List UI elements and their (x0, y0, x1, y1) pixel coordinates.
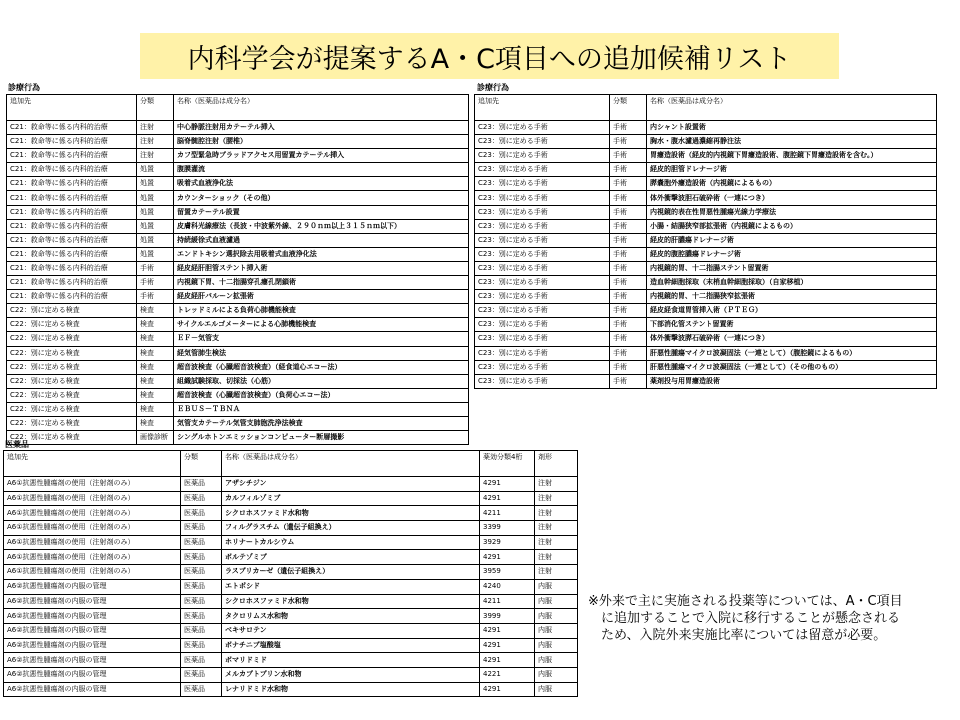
table-cell: カウンターショック（その他） (174, 191, 469, 205)
table-cell: 注射 (535, 550, 578, 565)
table-cell: A6①抗悪性腫瘍剤の使用（注射剤のみ） (4, 491, 181, 506)
table-row (7, 276, 469, 290)
caution-note (588, 593, 956, 644)
table-row (7, 149, 469, 163)
table-cell: 内視鏡下胃、十二指腸穿孔瘻孔閉鎖術 (174, 276, 469, 290)
table-cell: 検査 (137, 318, 174, 332)
column-header: 名称（医薬品は成分名） (222, 451, 480, 477)
table-cell: エンドトキシン選択除去用吸着式血液浄化法 (174, 247, 469, 261)
table-cell: 医薬品 (181, 535, 222, 550)
column-header: 名称（医薬品は成分名） (174, 95, 469, 121)
table-cell: 医薬品 (181, 506, 222, 521)
table-cell: 注射 (535, 535, 578, 550)
table-cell: C22：別に定める検査 (7, 402, 137, 416)
column-header: 名称（医薬品は成分名） (647, 95, 937, 121)
table-cell: 検査 (137, 360, 174, 374)
column-header: 薬効分類4桁 (480, 451, 535, 477)
table-cell: レナリドミド水和物 (222, 682, 480, 697)
table-cell: 手術 (610, 346, 647, 360)
right-procedure-table (474, 94, 937, 389)
table-row (475, 233, 937, 247)
table-cell: C21：救命等に係る内科的治療 (7, 276, 137, 290)
table-row (7, 261, 469, 275)
table-header-row (475, 95, 937, 121)
table-row (7, 219, 469, 233)
table-cell: エトポシド (222, 579, 480, 594)
table-cell: 手術 (610, 304, 647, 318)
table-cell: アザシチジン (222, 477, 480, 492)
table-cell: 医薬品 (181, 638, 222, 653)
table-cell: 胸水・腹水濾過濃縮再静注法 (647, 135, 937, 149)
table-row (475, 205, 937, 219)
table-cell: 内服 (535, 579, 578, 594)
table-cell: 組織試験採取、切採法（心筋） (174, 374, 469, 388)
table-cell: 留置カテーテル設置 (174, 205, 469, 219)
table-cell: フィルグラスチム（遺伝子組換え） (222, 521, 480, 536)
table-cell: 4291 (480, 638, 535, 653)
table-cell: 注射 (137, 135, 174, 149)
table-cell: 医薬品 (181, 682, 222, 697)
table-cell: 吸着式血液浄化法 (174, 177, 469, 191)
table-row (7, 346, 469, 360)
table-cell: C22：別に定める検査 (7, 332, 137, 346)
table-cell: C21：救命等に係る内科的治療 (7, 233, 137, 247)
table-row (475, 360, 937, 374)
table-row (4, 491, 578, 506)
table-cell: タクロリムス水和物 (222, 609, 480, 624)
table-cell: C23：別に定める手術 (475, 205, 610, 219)
table-row (7, 374, 469, 388)
title-banner (140, 33, 839, 79)
table-row (7, 304, 469, 318)
table-cell: トレッドミルによる負荷心肺機能検査 (174, 304, 469, 318)
table-cell: ボマリドミド (222, 653, 480, 668)
table-cell: A6②抗悪性腫瘍剤の内服の管理 (4, 579, 181, 594)
left-procedure-table (6, 94, 469, 445)
table-row (475, 261, 937, 275)
table-cell: 超音波検査（心臓超音波検査）（経食道心エコー法） (174, 360, 469, 374)
table-cell: 注射 (535, 477, 578, 492)
table-cell: C22：別に定める検査 (7, 431, 137, 445)
table-cell: 4291 (480, 550, 535, 565)
table-cell: 経皮的腹腔膿瘍ドレナージ術 (647, 247, 937, 261)
table-cell: 医薬品 (181, 550, 222, 565)
table-cell: 医薬品 (181, 477, 222, 492)
table-cell: C23：別に定める手術 (475, 191, 610, 205)
table-cell: 下部消化管ステント留置術 (647, 318, 937, 332)
table-cell: 内服 (535, 609, 578, 624)
table-cell: C21：救命等に係る内科的治療 (7, 191, 137, 205)
table-cell: 経皮的胆管ドレナージ術 (647, 163, 937, 177)
column-header: 追加先 (4, 451, 181, 477)
table-cell: ベキサロテン (222, 623, 480, 638)
left-section-label: 診療行為 (8, 83, 40, 92)
table-cell: 注射 (535, 491, 578, 506)
table-row (7, 191, 469, 205)
table-row (4, 623, 578, 638)
table-cell: 内服 (535, 682, 578, 697)
table-cell: 4291 (480, 477, 535, 492)
table-cell: カルフィルゾミブ (222, 491, 480, 506)
table-cell: C21：救命等に係る内科的治療 (7, 163, 137, 177)
table-cell: 医薬品 (181, 653, 222, 668)
table-cell: 検査 (137, 346, 174, 360)
table-row (475, 304, 937, 318)
table-cell: 手術 (610, 360, 647, 374)
table-row (4, 609, 578, 624)
table-cell: 手術 (137, 261, 174, 275)
table-cell: 手術 (610, 149, 647, 163)
table-cell: ボナチニブ塩酸塩 (222, 638, 480, 653)
table-cell: 胃瘻造設術（経皮的内視鏡下胃瘻造設術、腹腔鏡下胃瘻造設術を含む。） (647, 149, 937, 163)
table-cell: 内シャント設置術 (647, 121, 937, 135)
column-header: 分類 (610, 95, 647, 121)
table-row (475, 247, 937, 261)
table-cell: 医薬品 (181, 521, 222, 536)
table-row (7, 135, 469, 149)
note-line-1: ※外来で主に実施される投薬等については、A・C項目 (588, 594, 903, 609)
table-cell: 内視鏡的胃、十二指腸狭窄拡張術 (647, 290, 937, 304)
table-cell: 注射 (535, 521, 578, 536)
table-cell: A6①抗悪性腫瘍剤の使用（注射剤のみ） (4, 535, 181, 550)
table-cell: 内服 (535, 623, 578, 638)
table-row (7, 247, 469, 261)
table-cell: C23：別に定める手術 (475, 360, 610, 374)
table-row (4, 506, 578, 521)
table-cell: 注射 (535, 565, 578, 580)
table-cell: A6②抗悪性腫瘍剤の内服の管理 (4, 653, 181, 668)
table-row (4, 682, 578, 697)
table-row (475, 290, 937, 304)
table-cell: 手術 (610, 261, 647, 275)
table-cell: カフ型緊急時ブラッドアクセス用留置カテーテル挿入 (174, 149, 469, 163)
table-cell: 画像診断 (137, 431, 174, 445)
table-row (4, 667, 578, 682)
table-cell: A6①抗悪性腫瘍剤の使用（注射剤のみ） (4, 477, 181, 492)
table-cell: 医薬品 (181, 667, 222, 682)
table-cell: C23：別に定める手術 (475, 177, 610, 191)
table-cell: 3999 (480, 609, 535, 624)
table-row (7, 402, 469, 416)
table-row (475, 346, 937, 360)
table-cell: A6②抗悪性腫瘍剤の内服の管理 (4, 623, 181, 638)
table-row (4, 550, 578, 565)
table-row (475, 374, 937, 388)
table-cell: 手術 (610, 318, 647, 332)
table-cell: 4291 (480, 682, 535, 697)
table-cell: ＥＢＵＳ－ＴＢＮＡ (174, 402, 469, 416)
table-row (7, 318, 469, 332)
table-cell: シクロホスファミド水和物 (222, 594, 480, 609)
table-cell: 経皮的肝膿瘍ドレナージ術 (647, 233, 937, 247)
table-cell: C21：救命等に係る内科的治療 (7, 149, 137, 163)
table-cell: 脳脊髄腔注射（腰椎） (174, 135, 469, 149)
table-cell: C21：救命等に係る内科的治療 (7, 121, 137, 135)
table-cell: 検査 (137, 332, 174, 346)
table-cell: ＥＦ－気管支 (174, 332, 469, 346)
drug-table (3, 450, 578, 697)
table-cell: メルカプトプリン水和物 (222, 667, 480, 682)
table-cell: 手術 (610, 290, 647, 304)
table-cell: C23：別に定める手術 (475, 135, 610, 149)
table-cell: 注射 (137, 149, 174, 163)
table-row (4, 477, 578, 492)
table-cell: 経皮経食道胃管挿入術（ＰＴＥＧ） (647, 304, 937, 318)
table-cell: A6②抗悪性腫瘍剤の内服の管理 (4, 682, 181, 697)
table-cell: 手術 (137, 290, 174, 304)
table-cell: 肝悪性腫瘍マイクロ波凝固法（一連として）（腹腔鏡によるもの） (647, 346, 937, 360)
table-cell: 手術 (610, 219, 647, 233)
table-cell: 医薬品 (181, 579, 222, 594)
table-cell: C22：別に定める検査 (7, 388, 137, 402)
table-cell: 医薬品 (181, 623, 222, 638)
table-cell: 3399 (480, 521, 535, 536)
table-row (7, 233, 469, 247)
table-row (7, 388, 469, 402)
table-cell: 注射 (137, 121, 174, 135)
table-cell: C23：別に定める手術 (475, 233, 610, 247)
table-cell: C23：別に定める手術 (475, 247, 610, 261)
table-cell: C22：別に定める検査 (7, 304, 137, 318)
table-cell: シクロホスファミド水和物 (222, 506, 480, 521)
table-row (475, 219, 937, 233)
table-cell: C23：別に定める手術 (475, 318, 610, 332)
column-header: 剤形 (535, 451, 578, 477)
table-cell: 検査 (137, 304, 174, 318)
table-cell: A6①抗悪性腫瘍剤の使用（注射剤のみ） (4, 550, 181, 565)
table-cell: C23：別に定める手術 (475, 219, 610, 233)
table-row (7, 332, 469, 346)
table-row (4, 638, 578, 653)
table-cell: ホリナートカルシウム (222, 535, 480, 550)
table-cell: A6①抗悪性腫瘍剤の使用（注射剤のみ） (4, 506, 181, 521)
table-cell: C21：救命等に係る内科的治療 (7, 290, 137, 304)
table-cell: サイクルエルゴメーターによる心肺機能検査 (174, 318, 469, 332)
table-cell: 手術 (610, 163, 647, 177)
table-cell: 処置 (137, 205, 174, 219)
table-cell: 手術 (610, 121, 647, 135)
table-cell: 検査 (137, 388, 174, 402)
table-header-row (4, 451, 578, 477)
note-line-3: ため、入院外来実施比率については留意が必要。 (601, 628, 887, 643)
table-cell: A6②抗悪性腫瘍剤の内服の管理 (4, 638, 181, 653)
table-cell: C22：別に定める検査 (7, 318, 137, 332)
table-cell: 手術 (137, 276, 174, 290)
table-cell: C21：救命等に係る内科的治療 (7, 247, 137, 261)
table-cell: 4291 (480, 491, 535, 506)
table-cell: 医薬品 (181, 565, 222, 580)
table-cell: 体外衝撃波胆石破砕術（一連につき） (647, 191, 937, 205)
table-cell: 内視鏡的表在性胃悪性腫瘍光線力学療法 (647, 205, 937, 219)
table-cell: 医薬品 (181, 491, 222, 506)
table-row (7, 163, 469, 177)
note-line-2: に追加することで入院に移行することが懸念される (601, 611, 901, 626)
table-row (7, 205, 469, 219)
table-cell: C23：別に定める手術 (475, 261, 610, 275)
table-cell: 手術 (610, 374, 647, 388)
table-cell: 3929 (480, 535, 535, 550)
table-cell: 内服 (535, 638, 578, 653)
table-cell: 超音波検査（心臓超音波検査）（負荷心エコー法） (174, 388, 469, 402)
table-cell: 経皮経肝バルーン拡張術 (174, 290, 469, 304)
table-cell: C21：救命等に係る内科的治療 (7, 261, 137, 275)
table-cell: C22：別に定める検査 (7, 346, 137, 360)
table-row (7, 177, 469, 191)
table-cell: C21：救命等に係る内科的治療 (7, 177, 137, 191)
table-cell: 腹膜灌流 (174, 163, 469, 177)
table-cell: 内服 (535, 667, 578, 682)
table-cell: C22：別に定める検査 (7, 360, 137, 374)
table-row (4, 521, 578, 536)
table-cell: 検査 (137, 416, 174, 430)
table-cell: 4291 (480, 623, 535, 638)
table-cell: 処置 (137, 191, 174, 205)
table-cell: C23：別に定める手術 (475, 346, 610, 360)
table-cell: A6②抗悪性腫瘍剤の内服の管理 (4, 609, 181, 624)
table-cell: C23：別に定める手術 (475, 332, 610, 346)
table-cell: 手術 (610, 135, 647, 149)
table-cell: C23：別に定める手術 (475, 121, 610, 135)
table-row (7, 431, 469, 445)
table-row (475, 177, 937, 191)
table-cell: 内服 (535, 653, 578, 668)
table-row (4, 594, 578, 609)
table-cell: A6②抗悪性腫瘍剤の内服の管理 (4, 594, 181, 609)
table-cell: 4221 (480, 667, 535, 682)
table-cell: 処置 (137, 233, 174, 247)
table-cell: 経皮経肝胆管ステント挿入術 (174, 261, 469, 275)
table-row (475, 318, 937, 332)
table-cell: 4291 (480, 653, 535, 668)
table-row (4, 535, 578, 550)
drug-section-label: 医薬品 (5, 440, 29, 449)
table-cell: A6①抗悪性腫瘍剤の使用（注射剤のみ） (4, 521, 181, 536)
table-cell: C22：別に定める検査 (7, 374, 137, 388)
table-cell: A6②抗悪性腫瘍剤の内服の管理 (4, 667, 181, 682)
table-cell: 検査 (137, 402, 174, 416)
table-cell: 経気管肺生検法 (174, 346, 469, 360)
table-cell: 薬剤投与用胃瘻造設術 (647, 374, 937, 388)
table-cell: C23：別に定める手術 (475, 304, 610, 318)
table-row (7, 290, 469, 304)
table-header-row (7, 95, 469, 121)
table-cell: 手術 (610, 191, 647, 205)
table-cell: 検査 (137, 374, 174, 388)
table-row (475, 121, 937, 135)
table-row (475, 163, 937, 177)
column-header: 分類 (137, 95, 174, 121)
table-cell: ボルテゾミブ (222, 550, 480, 565)
table-row (475, 135, 937, 149)
table-cell: 医薬品 (181, 609, 222, 624)
table-cell: 造血幹細胞採取（末梢血幹細胞採取）（自家移植） (647, 276, 937, 290)
table-cell: 手術 (610, 177, 647, 191)
table-cell: 4211 (480, 506, 535, 521)
column-header: 分類 (181, 451, 222, 477)
table-row (7, 416, 469, 430)
table-cell: 処置 (137, 177, 174, 191)
table-cell: 持続緩徐式血液濾過 (174, 233, 469, 247)
table-row (475, 332, 937, 346)
table-row (7, 360, 469, 374)
table-cell: シングルホトンエミッションコンピューター断層撮影 (174, 431, 469, 445)
table-cell: 4240 (480, 579, 535, 594)
table-cell: C21：救命等に係る内科的治療 (7, 205, 137, 219)
table-cell: C21：救命等に係る内科的治療 (7, 135, 137, 149)
table-cell: 気管支カテーテル気管支肺胞洗浄法検査 (174, 416, 469, 430)
table-row (475, 276, 937, 290)
column-header: 追加先 (475, 95, 610, 121)
table-cell: 手術 (610, 332, 647, 346)
table-cell: 手術 (610, 276, 647, 290)
table-cell: 内服 (535, 594, 578, 609)
table-cell: 内視鏡的胃、十二指腸ステント留置術 (647, 261, 937, 275)
table-cell: C23：別に定める手術 (475, 276, 610, 290)
table-cell: 注射 (535, 506, 578, 521)
table-row (7, 121, 469, 135)
table-row (4, 653, 578, 668)
column-header: 追加先 (7, 95, 137, 121)
table-cell: C23：別に定める手術 (475, 290, 610, 304)
table-cell: 中心静脈注射用カテーテル挿入 (174, 121, 469, 135)
table-cell: C23：別に定める手術 (475, 149, 610, 163)
table-row (475, 149, 937, 163)
table-cell: 医薬品 (181, 594, 222, 609)
table-cell: C23：別に定める手術 (475, 163, 610, 177)
table-cell: 3959 (480, 565, 535, 580)
table-cell: 手術 (610, 205, 647, 219)
table-cell: 処置 (137, 163, 174, 177)
table-cell: 処置 (137, 247, 174, 261)
table-cell: 皮膚科光線療法（長波・中波紫外線、２９０ｎｍ以上３１５ｎｍ以下） (174, 219, 469, 233)
table-row (4, 565, 578, 580)
table-cell: 手術 (610, 247, 647, 261)
table-cell: 4211 (480, 594, 535, 609)
table-row (4, 579, 578, 594)
table-cell: 小腸・結腸狭窄部拡張術（内視鏡によるもの） (647, 219, 937, 233)
table-cell: 肝悪性腫瘍マイクロ波凝固法（一連として）（その他のもの） (647, 360, 937, 374)
right-section-label: 診療行為 (477, 83, 509, 92)
table-cell: ラスブリカーゼ（遺伝子組換え） (222, 565, 480, 580)
table-cell: C22：別に定める検査 (7, 416, 137, 430)
table-cell: 処置 (137, 219, 174, 233)
table-cell: C23：別に定める手術 (475, 374, 610, 388)
table-cell: C21：救命等に係る内科的治療 (7, 219, 137, 233)
table-cell: A6①抗悪性腫瘍剤の使用（注射剤のみ） (4, 565, 181, 580)
table-cell: 体外衝撃波膵石破砕術（一連につき） (647, 332, 937, 346)
page-title: 内科学会が提案するA・C項目への追加候補リスト (187, 43, 792, 75)
table-cell: 手術 (610, 233, 647, 247)
table-cell: 膵嚢胞外瘻造設術（内視鏡によるもの） (647, 177, 937, 191)
table-row (475, 191, 937, 205)
